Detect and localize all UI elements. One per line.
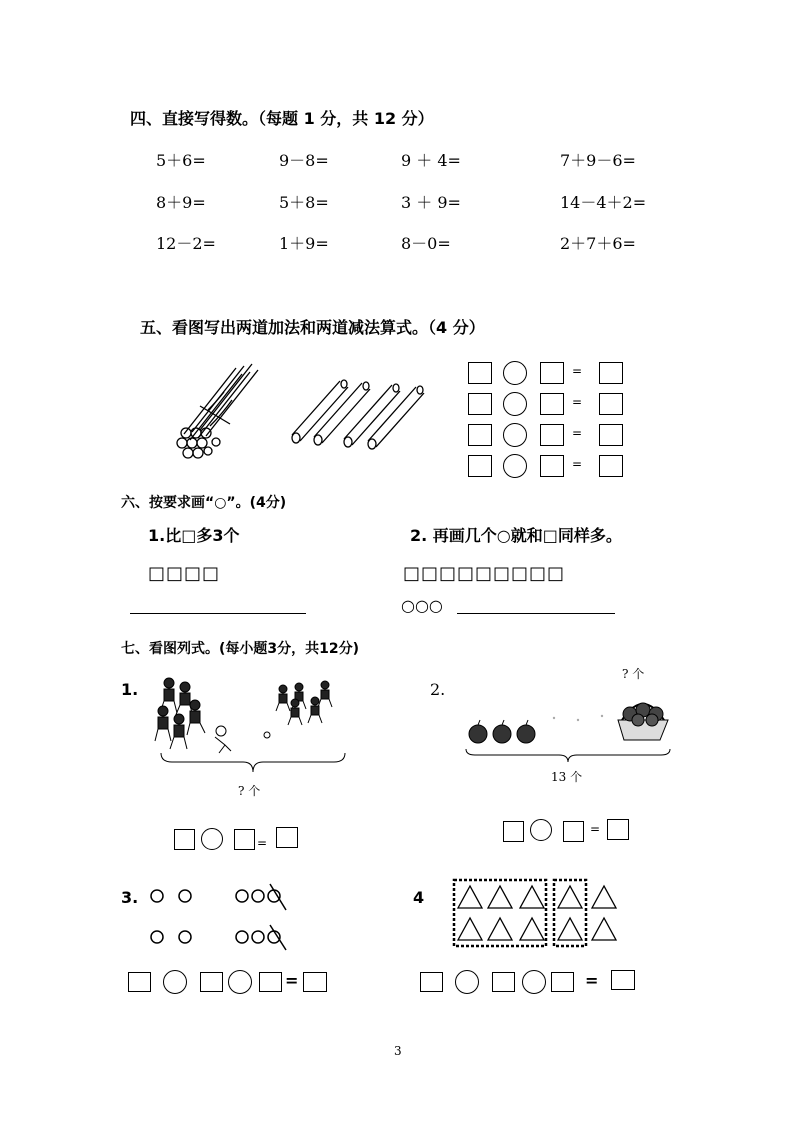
section4-title: 四、直接写得数。（每题 1 分，共 12 分） [130, 109, 434, 128]
answer-box[interactable] [303, 972, 327, 992]
apples-and-basket-illustration [462, 690, 677, 750]
problem-1-question: ? 个 [238, 784, 261, 798]
answer-box[interactable] [551, 972, 574, 992]
equation-1-4: 7＋9－6= [560, 151, 636, 170]
answer-box[interactable] [128, 972, 151, 992]
section6-question-2: 2. 再画几个○就和□同样多。 [410, 526, 622, 545]
triangles-grouped-illustration [452, 878, 622, 950]
answer-circle[interactable] [455, 970, 479, 994]
equation-1-3: 9 ＋ 4= [401, 151, 461, 170]
answer-circle[interactable] [503, 423, 527, 447]
answer-circle[interactable] [522, 970, 546, 994]
equals-sign: = [257, 836, 268, 850]
equation-2-4: 14－4＋2= [560, 193, 647, 212]
answer-circle[interactable] [201, 828, 223, 850]
equation-2-3: 3 ＋ 9= [401, 193, 461, 212]
answer-box[interactable] [611, 970, 635, 990]
children-playing-illustration [155, 675, 345, 755]
answer-box[interactable] [540, 393, 564, 415]
answer-box[interactable] [607, 819, 629, 840]
answer-box[interactable] [599, 362, 623, 384]
equation-3-4: 2＋7＋6= [560, 234, 636, 253]
brace-problem-1 [160, 752, 346, 774]
answer-box[interactable] [540, 424, 564, 446]
equation-3-2: 1＋9= [279, 234, 329, 253]
section6-title: 六、按要求画“○”。(4分) [121, 495, 287, 511]
q2-circles: ○○○ [401, 596, 443, 615]
answer-circle[interactable] [503, 392, 527, 416]
answer-circle[interactable] [228, 970, 252, 994]
answer-box[interactable] [200, 972, 223, 992]
single-sticks-illustration [290, 375, 430, 455]
equals-sign: = [590, 822, 601, 836]
answer-box[interactable] [468, 455, 492, 477]
answer-circle[interactable] [530, 819, 552, 841]
answer-box[interactable] [468, 393, 492, 415]
problem-2-number: 2. [430, 680, 446, 699]
answer-box[interactable] [599, 424, 623, 446]
answer-box[interactable] [492, 972, 515, 992]
equals-sign: = [285, 971, 299, 990]
q2-squares: □□□□□□□□□ [403, 563, 566, 584]
equation-2-2: 5＋8= [279, 193, 329, 212]
answer-box[interactable] [540, 455, 564, 477]
equation-1-2: 9－8= [279, 151, 329, 170]
equals-sign: = [585, 971, 599, 990]
section6-question-1: 1.比□多3个 [148, 526, 240, 545]
answer-box[interactable] [174, 829, 195, 850]
answer-box[interactable] [468, 362, 492, 384]
equals-sign: = [572, 395, 583, 409]
q1-squares: □□□□ [148, 563, 221, 584]
section7-title: 七、看图列式。(每小题3分，共12分) [121, 641, 360, 657]
answer-box[interactable] [503, 821, 524, 842]
answer-box[interactable] [276, 827, 298, 848]
equation-1-1: 5＋6= [156, 151, 206, 170]
answer-circle[interactable] [503, 454, 527, 478]
page-number: 3 [394, 1044, 402, 1058]
answer-line-q2[interactable] [457, 613, 615, 614]
problem-1-number: 1. [121, 680, 139, 699]
problem-2-total: 13 个 [551, 770, 583, 784]
problem-3-number: 3. [121, 888, 139, 907]
problem-4-number: 4 [413, 888, 425, 907]
answer-box[interactable] [540, 362, 564, 384]
equation-3-1: 12－2= [156, 234, 216, 253]
answer-box[interactable] [563, 821, 584, 842]
answer-line-q1[interactable] [130, 613, 306, 614]
answer-circle[interactable] [163, 970, 187, 994]
circles-crossed-illustration [148, 880, 298, 950]
equation-2-1: 8＋9= [156, 193, 206, 212]
answer-box[interactable] [599, 455, 623, 477]
answer-box[interactable] [234, 829, 255, 850]
answer-box[interactable] [259, 972, 282, 992]
answer-box[interactable] [468, 424, 492, 446]
brace-problem-2 [465, 748, 671, 764]
section5-title: 五、看图写出两道加法和两道减法算式。（4 分） [140, 318, 485, 337]
stick-bundle-illustration [170, 360, 270, 465]
equals-sign: = [572, 457, 583, 471]
equation-3-3: 8－0= [401, 234, 451, 253]
problem-2-question: ? 个 [622, 667, 645, 681]
answer-box[interactable] [599, 393, 623, 415]
equals-sign: = [572, 364, 583, 378]
answer-box[interactable] [420, 972, 443, 992]
equals-sign: = [572, 426, 583, 440]
answer-circle[interactable] [503, 361, 527, 385]
